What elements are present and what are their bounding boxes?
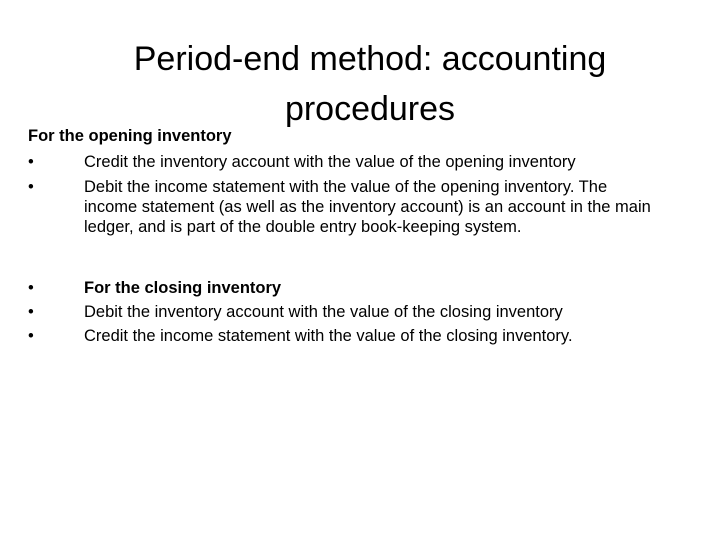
bullet-icon: •	[28, 153, 34, 171]
bullet-text: Debit the inventory account with the value of the closing inventory	[84, 303, 563, 321]
opening-inventory-heading: For the opening inventory	[28, 127, 232, 145]
bullet-text: Credit the income statement with the value of the closing inventory.	[84, 327, 573, 345]
slide-title: Period-end method: accounting procedures	[133, 40, 607, 128]
bullet-text: Debit the income statement with the value of the opening inventory. The income statement (as well as the inventory account) is an account in the main ledger, and is part of the double entry book-keeping system.	[84, 178, 651, 236]
bullet-icon: •	[28, 327, 34, 345]
bullet-icon: •	[28, 303, 34, 321]
bullet-text: Credit the inventory account with the value of the opening inventory	[84, 153, 576, 171]
bullet-icon: •	[28, 279, 34, 297]
bullet-icon: •	[28, 178, 34, 196]
closing-inventory-heading: For the closing inventory	[84, 279, 282, 297]
